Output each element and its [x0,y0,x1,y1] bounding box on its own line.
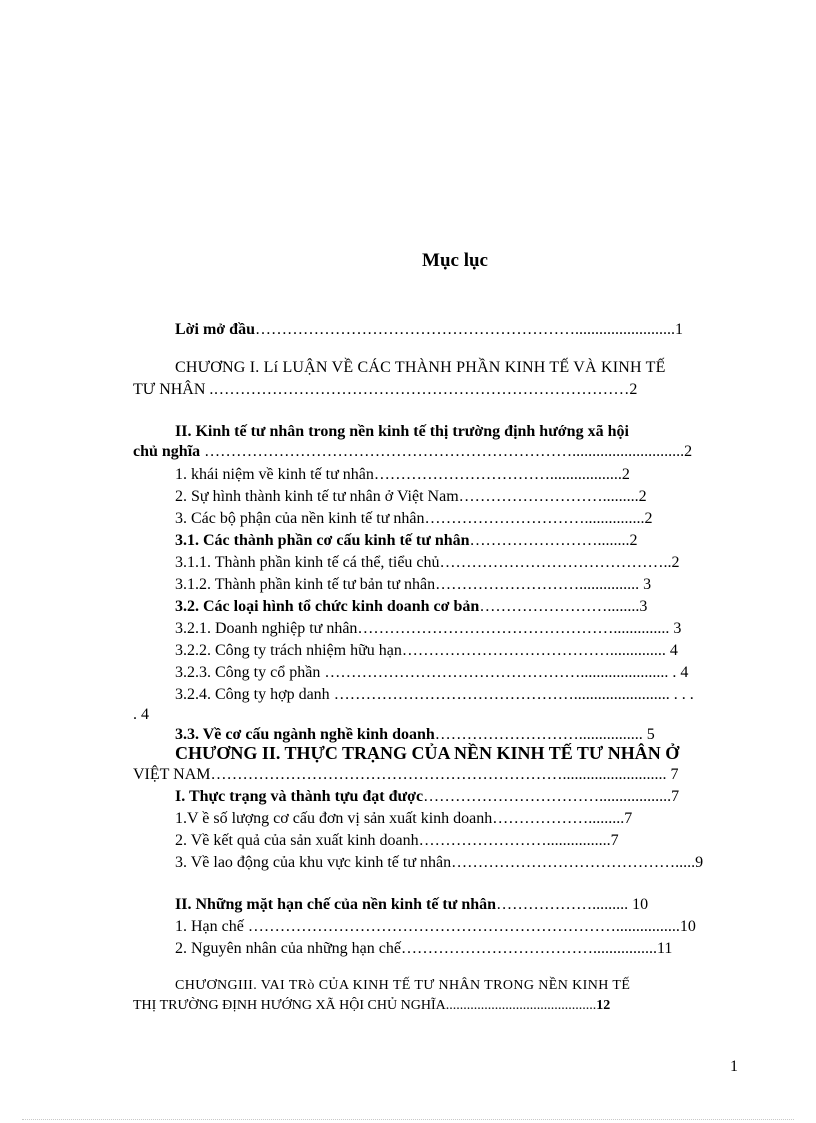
page-bottom-divider [22,1119,794,1120]
toc-entry-chapter2-line1[interactable] [175,743,679,763]
toc-entry-label: 3.2.3. Công ty cổ phần [175,664,325,681]
toc-entry-label: 3.2.2. Công ty trách nhiệm hữu hạn [175,642,402,659]
toc-page: 7 [666,766,679,783]
toc-leader: ……………………………………………………………................ [247,918,680,935]
toc-page: 2 [644,510,653,527]
toc-leader: ………………………............... [435,576,640,593]
toc-entry-label: 1. Hạn chế [175,918,248,935]
toc-entry[interactable] [175,725,655,745]
toc-leader: ……………………................ [418,832,611,849]
toc-entry[interactable] [175,685,694,705]
toc-entry-label: 2. Về kết quả của sản xuất kinh doanh [175,832,419,849]
toc-entry-section2-line2[interactable] [133,442,733,462]
toc-entry-label: VIỆT NAM [133,766,211,783]
toc-leader: ………………......... [492,810,625,827]
toc-entry[interactable] [175,641,678,661]
toc-leader: ………………………................ [434,726,643,743]
toc-leader: ……………………………………..... [451,854,696,871]
toc-leader: ……………………........ [469,532,630,549]
toc-leader: ………………......... [496,896,629,913]
toc-entry-chapter2-line2[interactable] [133,765,678,785]
toc-entry-section2-line1[interactable] [175,422,629,442]
toc-leader: ……………………………………………………......................... [254,321,675,338]
toc-entry-label: 2. Sự hình thành kinh tế tư nhân ở Việt Nam [175,488,459,505]
toc-entry-chapter1-line1[interactable] [175,358,735,378]
toc-page: 2 [638,488,647,505]
toc-page: 2 [629,381,638,398]
toc-page: . 4 [133,706,149,723]
toc-leader: …………………………............... [424,510,645,527]
toc-entry[interactable] [175,787,679,807]
toc-entry-continuation [133,705,149,725]
toc-leader: …………………………….................. [373,466,622,483]
toc-page: 2 [684,443,693,460]
toc-entry-label: CHƯƠNG II. THỰC TRẠNG CỦA NỀN KINH TẾ TƯ NHÂN Ở [175,743,680,763]
toc-leader: …………………………………………………………………… [213,381,630,398]
toc-page: . . . [669,686,694,703]
toc-entry[interactable] [175,809,632,829]
toc-leader: ………………………………………………………….......................... [210,766,667,783]
toc-entry-label: 3.2.1. Doanh nghiệp tư nhân [175,620,358,637]
toc-page: 7 [671,788,680,805]
toc-page: 3 [669,620,682,637]
toc-entry-label: chủ nghĩa [133,443,201,460]
toc-entry-chapter1-line2[interactable] [133,380,733,400]
toc-entry[interactable] [175,853,703,873]
page-title: Mục lục [422,250,488,271]
toc-page: 4 [665,642,678,659]
toc-page: 2 [671,554,680,571]
toc-entry-label: 3. Về lao động của khu vực kinh tế tư nhân [175,854,452,871]
toc-entry-label: 2. Nguyên nhân của những hạn chế [175,940,401,957]
toc-entry-label: 3.1.1. Thành phần kinh tế cá thể, tiểu chủ [175,554,440,571]
toc-entry-label: Lời mở đầu [175,321,255,338]
toc-entry[interactable] [175,465,630,485]
toc-leader: ……………………………………………………………............................ [200,443,685,460]
toc-entry-label: 3.2.4. Công ty hợp danh [175,686,334,703]
toc-page: 10 [679,918,696,935]
toc-entry[interactable] [175,509,653,529]
toc-entry-label: 3.1. Các thành phần cơ cấu kinh tế tư nhân [175,532,470,549]
toc-leader: …………………………………………...................... [324,664,669,681]
toc-leader: ……………………........ [479,598,640,615]
toc-entry-label: II. Kinh tế tư nhân trong nền kinh tế thị trường định hướng xã hội [175,423,629,440]
toc-entry-chapter3-line2[interactable] [133,996,610,1016]
toc-entry[interactable] [175,487,647,507]
toc-entry[interactable] [175,575,651,595]
toc-entry-label: TƯ NHÂN . [133,381,214,398]
toc-page: 2 [629,532,638,549]
toc-entry-label: THỊ TRƯỜNG ĐỊNH HƯỚNG XÃ HỘI CHỦ NGHĨA [133,998,446,1013]
toc-leader: ………………………………………….............. [357,620,670,637]
toc-entry[interactable] [175,831,619,851]
toc-entry-label: 1.V ề số lượng cơ cấu đơn vị sản xuất kinh doanh [175,810,493,827]
toc-leader: ………………………......... [458,488,639,505]
toc-entry-label: 3.2. Các loại hình tổ chức kinh doanh cơ bản [175,598,480,615]
toc-entry[interactable] [175,663,688,683]
toc-entry-label: 3.1.2. Thành phần kinh tế tư bản tư nhân [175,576,436,593]
toc-page: 11 [656,940,673,957]
toc-entry-chapter3-line1[interactable] [175,976,630,996]
toc-leader: ........................................... [445,998,597,1013]
toc-page: 7 [610,832,619,849]
toc-entry-label: 3.3. Về cơ cấu ngành nghề kinh doanh [175,726,435,743]
toc-entry-label: I. Thực trạng và thành tựu đạt được [175,788,424,805]
toc-leader: ………………………………….............. [401,642,666,659]
toc-entry-label: II. Những mặt hạn chế của nền kinh tế tư nhân [175,896,497,913]
toc-page: 1 [674,321,683,338]
toc-page: . 4 [668,664,689,681]
toc-page: 3 [639,576,652,593]
toc-page: 5 [642,726,655,743]
toc-entry-label: CHƯƠNGIII. VAI TRò CỦA KINH TẾ TƯ NHÂN TRONG NỀN KINH TẾ [175,978,631,993]
toc-entry-label: 1. khái niệm về kinh tế tư nhân [175,466,374,483]
toc-page: 3 [639,598,648,615]
toc-entry[interactable] [175,895,648,915]
toc-entry-label: CHƯƠNG I. Lí LUẬN VỀ CÁC THÀNH PHẦN KINH TẾ VÀ KINH TẾ [175,359,666,376]
toc-page: 9 [695,854,704,871]
toc-entry[interactable] [175,531,638,551]
toc-entry[interactable] [175,553,680,573]
toc-leader: ………………………………................ [400,940,657,957]
toc-entry[interactable] [175,597,647,617]
toc-entry[interactable] [175,619,681,639]
toc-leader: ………………………………………........................ [333,686,670,703]
toc-page: 7 [624,810,633,827]
toc-entry-label: 3. Các bộ phận của nền kinh tế tư nhân [175,510,425,527]
toc-leader: …………………………………….. [439,554,672,571]
toc-page: 10 [628,896,649,913]
page-number: 1 [730,1058,738,1075]
toc-entry-intro[interactable] [175,320,735,340]
toc-entry[interactable] [175,917,696,937]
toc-entry[interactable] [175,939,672,959]
toc-page: 12 [596,998,611,1013]
toc-leader: …………………………….................. [423,788,672,805]
toc-page: 2 [621,466,630,483]
